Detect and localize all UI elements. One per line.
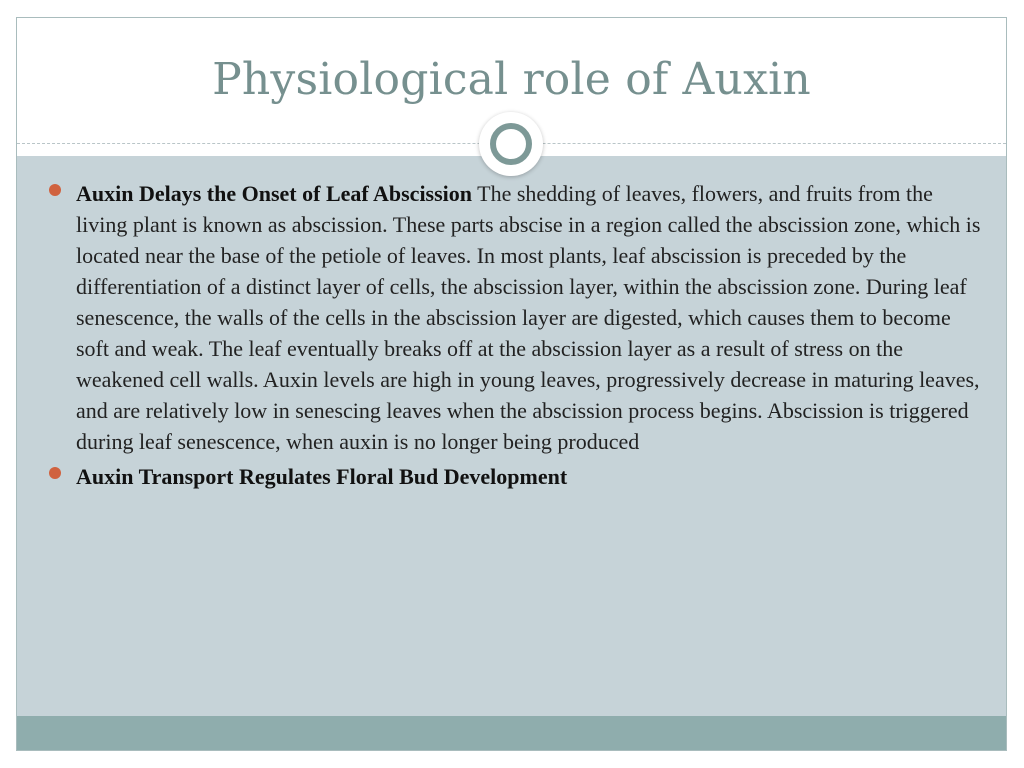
footer-band [17,716,1006,751]
bullet-item [45,178,985,457]
bullet-list [45,178,985,496]
bullet-dot-icon [49,184,61,196]
circle-ornament-icon [479,112,543,176]
bullet-item [45,461,985,492]
slide-title: Physiological role of Auxin [212,54,811,105]
ring-icon [490,123,532,165]
bullet-heading: Auxin Delays the Onset of Leaf Abscission [76,181,473,206]
bullet-text: The shedding of leaves, flowers, and fruits from the living plant is known as abscission. These parts abscise in a region called the abscission zone, which is located near the base of the petiole of leaves. In most plants, leaf abscission is preceded by the differentiation of a distinct layer of cells, the abscission layer, within the abscission zone. During leaf senescence, the walls of the cells in the abscission layer are digested, which causes them to become soft and weak. The leaf eventually breaks off at the abscission layer as a result of stress on the weakened cell walls. Auxin levels are high in young leaves, progressively decrease in maturing leaves, and are relatively low in senescing leaves when the abscission process begins. Abscission is triggered during leaf senescence, when auxin is no longer being produced [76,181,981,454]
bullet-heading: Auxin Transport Regulates Floral Bud Development [76,464,568,489]
slide [16,17,1007,751]
bullet-dot-icon [49,467,61,479]
